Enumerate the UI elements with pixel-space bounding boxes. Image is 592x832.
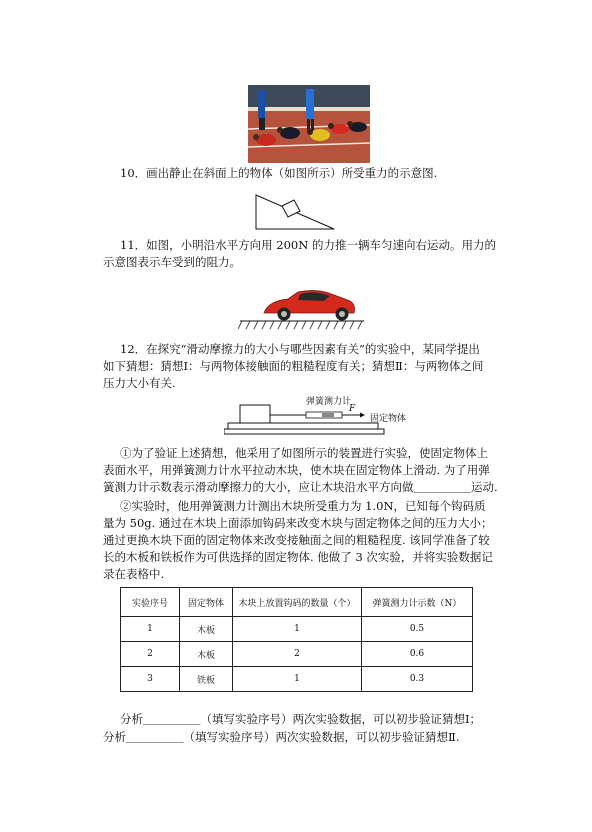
q12-analysis-1: 分析＿＿＿＿＿（填写实验序号）两次实验数据，可以初步验证猜想Ⅰ；	[120, 712, 482, 726]
table-row	[121, 617, 473, 642]
table-header-cell: 弹簧测力计示数（N）	[362, 588, 473, 617]
apparatus-fixed-object-label: 固定物体	[370, 414, 407, 424]
table-header-row	[121, 588, 473, 617]
q12-para1-line2: 表面水平，用弹簧测力计水平拉动木块，使木块在固定物体上滑动. 为了用弹	[103, 463, 490, 477]
experiment-data-table	[120, 587, 473, 692]
q12-line2: 如下猜想：猜想Ⅰ：与两物体接触面的粗糙程度有关；猜想Ⅱ：与两物体之间	[103, 359, 484, 373]
table-cell: 0.6	[362, 642, 473, 667]
car-diagram	[238, 283, 366, 333]
q12-para2-line3: 通过更换木块下面的固定物体来改变接触面之间的粗糙程度. 该同学准备了较	[103, 533, 490, 547]
q12-line3: 压力大小有关.	[103, 376, 176, 390]
table-cell: 铁板	[180, 667, 233, 692]
table-header-cell: 木块上放置钩码的数量（个）	[233, 588, 362, 617]
table-cell: 3	[121, 667, 180, 692]
table-row	[121, 642, 473, 667]
q10-text: 10．画出静止在斜面上的物体（如图所示）所受重力的示意图.	[120, 166, 438, 180]
apparatus-meter-label: 弹簧测力计	[306, 397, 352, 407]
table-cell: 1	[233, 617, 362, 642]
q12-para2-line2: 量为 50g. 通过在木块上面添加钩码来改变木块与固定物体之间的压力大小；	[103, 516, 493, 530]
table-cell: 2	[233, 642, 362, 667]
q11-line1: 11．如图，小明沿水平方向用 200N 的力推一辆车匀速向右运动。用力的	[120, 238, 496, 252]
q12-para2-line1: ②实验时，他用弹簧测力计测出木块所受重力为 1.0N，已知每个钩码质	[120, 499, 486, 513]
q12-para2-line4: 长的木板和铁板作为可供选择的固定物体. 他做了 3 次实验，并将实验数据记	[103, 550, 493, 564]
incline-diagram	[254, 191, 336, 231]
q12-para1-line3: 簧测力计示数表示滑动摩擦力的大小，应让木块沿水平方向做＿＿＿＿＿运动.	[103, 480, 498, 494]
q12-para1-line1: ①为了验证上述猜想，他采用了如图所示的装置进行实验，使固定物体上	[120, 446, 488, 460]
sprint-start-photo	[248, 85, 370, 163]
table-cell: 1	[121, 617, 180, 642]
table-cell: 1	[233, 667, 362, 692]
table-header-cell: 固定物体	[180, 588, 233, 617]
table-cell: 2	[121, 642, 180, 667]
table-cell: 木板	[180, 617, 233, 642]
table-cell: 木板	[180, 642, 233, 667]
q12-line1: 12．在探究“滑动摩擦力的大小与哪些因素有关”的实验中，某同学提出	[120, 342, 480, 356]
table-header-cell: 实验序号	[121, 588, 180, 617]
q12-para2-line5: 录在表格中.	[103, 567, 165, 581]
table-row	[121, 667, 473, 692]
table-cell: 0.3	[362, 667, 473, 692]
q11-line2: 示意图表示车受到的阻力。	[103, 255, 241, 269]
table-cell: 0.5	[362, 617, 473, 642]
q12-analysis-2: 分析＿＿＿＿＿（填写实验序号）两次实验数据，可以初步验证猜想Ⅱ.	[103, 730, 460, 744]
apparatus-force-label: F	[349, 404, 356, 414]
